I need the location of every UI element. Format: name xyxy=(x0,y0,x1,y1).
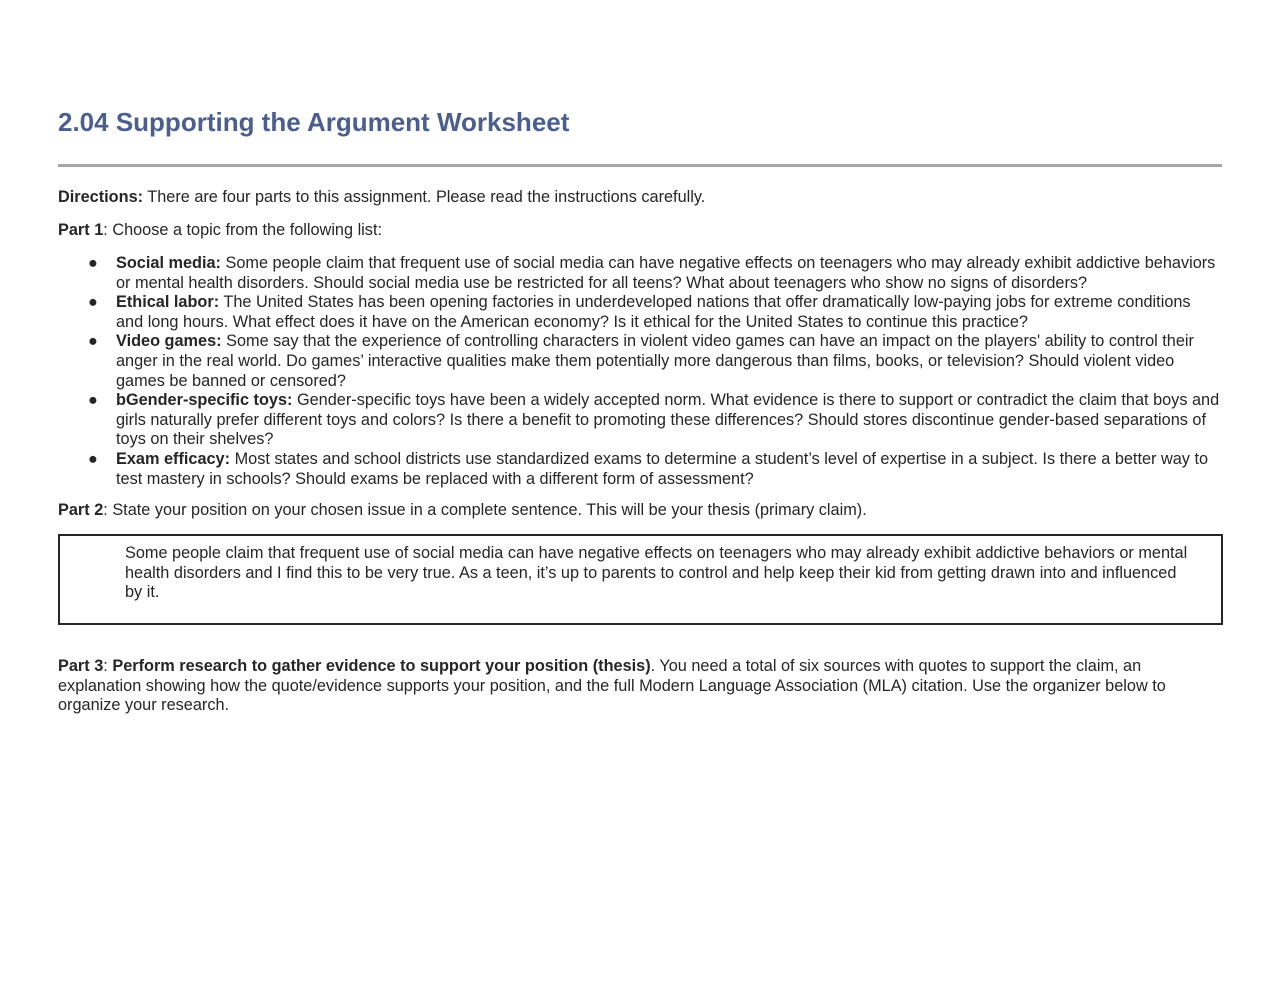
list-item xyxy=(58,450,1222,489)
topic-text: Gender-specific toys have been a widely accepted norm. What evidence is there to support or contradict the claim that boys and girls naturally prefer different toys and colors? Is there a benefit to promoting these differences? Should stores discontinue gender-based separations of toys on their shelves? xyxy=(116,391,1220,449)
part3-bold-text: Perform research to gather evidence to support your position (thesis) xyxy=(112,657,651,675)
thesis-answer-text[interactable]: Some people claim that frequent use of social media can have negative effects on teenagers who may already exhibit addictive behaviors or mental health disorders and I find this to be very true. As a teen, it’s up to parents to control and help keep their kid from getting drawn into and influenced by it. xyxy=(125,544,1188,602)
part1-label: Part 1 xyxy=(58,221,104,239)
part2-instructions xyxy=(58,501,1222,521)
list-item xyxy=(58,293,1222,332)
directions-text: There are four parts to this assignment. Please read the instructions carefully. xyxy=(143,188,706,206)
part3-text: . You need a total of six sources with quotes to support the claim, an explanation showing how the quote/evidence supports your position, and the full Modern Language Association (MLA) citation. Use the organizer below to organize your research. xyxy=(58,657,1166,715)
part1-text: : Choose a topic from the following list: xyxy=(103,221,382,239)
topic-label: bGender-specific toys: xyxy=(116,391,293,410)
part3-label: Part 3 xyxy=(58,657,104,675)
thesis-answer-box[interactable] xyxy=(58,534,1223,625)
topic-label: Video games: xyxy=(116,332,222,351)
bullet-icon: ● xyxy=(88,254,98,272)
part1-instructions xyxy=(58,221,1222,241)
topic-text: Some people claim that frequent use of social media can have negative effects on teenagers who may already exhibit addictive behaviors or mental health disorders. Should social media use be restricted for all teens? What about teenagers who show no signs of disorders? xyxy=(116,254,1216,292)
part2-label: Part 2 xyxy=(58,501,104,519)
list-item xyxy=(58,391,1222,450)
page-title: 2.04 Supporting the Argument Worksheet xyxy=(58,107,570,137)
topic-text: Most states and school districts use standardized exams to determine a student’s level of expertise in a subject. Is there a better way to test mastery in schools? Should exams be replaced with a different form of assessment? xyxy=(116,449,1209,488)
part3-instructions xyxy=(58,657,1222,716)
directions xyxy=(58,188,1222,208)
bullet-icon: ● xyxy=(88,449,98,468)
list-item xyxy=(58,254,1222,293)
topic-list xyxy=(58,254,1222,489)
part2-text: : State your position on your chosen issue in a complete sentence. This will be your thesis (primary claim). xyxy=(103,501,867,519)
topic-text: The United States has been opening factories in underdeveloped nations that offer dramatically low-paying jobs for extreme conditions and long hours. What effect does it have on the American economy? Is it ethical for the United States to continue this practice? xyxy=(116,293,1191,331)
topic-text: Some say that the experience of controlling characters in violent video games can have an impact on the players' ability to control their anger in the real world. Do games’ interactive qualities make them potentially more dangerous than films, books, or television? Should violent video games be banned or censored? xyxy=(116,332,1194,390)
bullet-icon: ● xyxy=(88,332,98,351)
topic-label: Exam efficacy: xyxy=(116,449,231,468)
directions-label: Directions: xyxy=(58,188,144,206)
topic-label: Ethical labor: xyxy=(116,293,220,312)
part3-separator: : xyxy=(103,657,113,675)
title-divider xyxy=(58,164,1222,167)
bullet-icon: ● xyxy=(88,293,98,312)
list-item xyxy=(58,332,1222,391)
topic-label: Social media: xyxy=(116,254,221,272)
bullet-icon: ● xyxy=(88,391,98,410)
